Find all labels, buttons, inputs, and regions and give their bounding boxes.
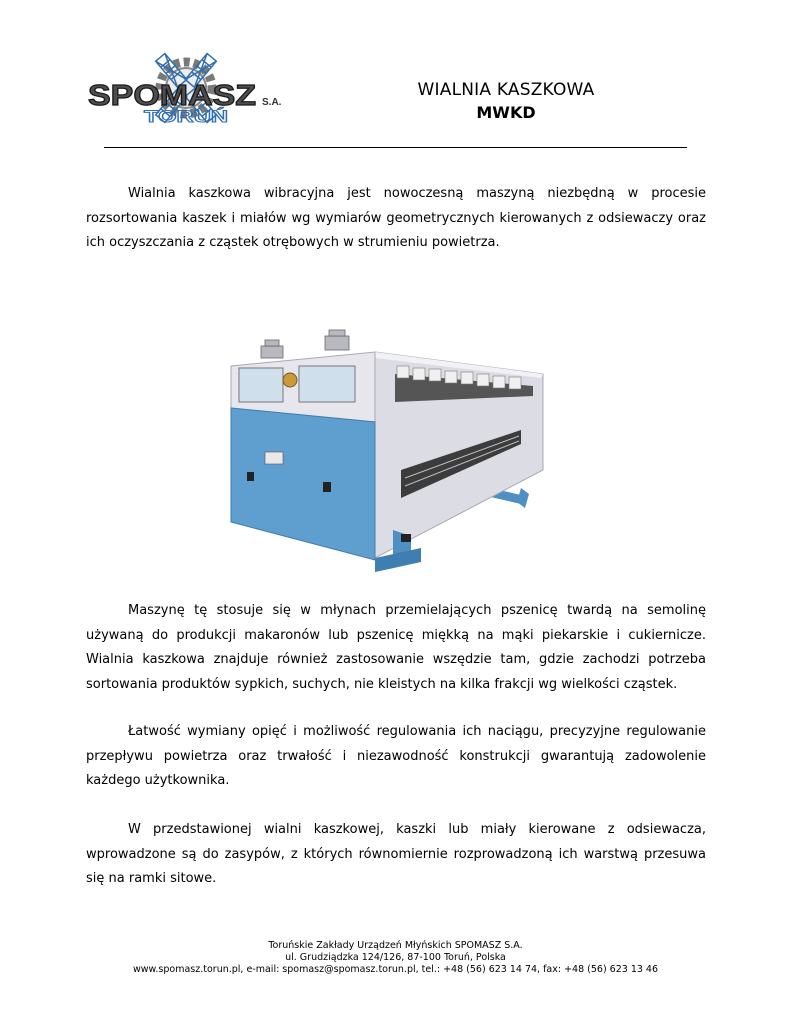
paragraph-operation: W przedstawionej wialni kaszkowej, kaszki lub miały kierowane z odsiewacza, wprowadzone są do zasypów, z których równomiernie rozprowadzoną ich warstwą przesuwa się na ramki sitowe.	[86, 822, 706, 886]
paragraph-intro: Wialnia kaszkowa wibracyjna jest nowoczesną maszyną niezbędną w procesie rozsortowania kaszek i miałów wg wymiarów geometrycznych kierowanych z odsiewaczy oraz ich oczyszczania z cząstek otrębowych w strumieniu powietrza.	[86, 186, 706, 250]
paragraph-advantages: Łatwość wymiany opięć i możliwość regulowania ich naciągu, precyzyjne regulowanie przepływu powietrza oraz trwałość i niezawodność konstrukcji gwarantują zadowolenie każdego użytkownika.	[86, 724, 706, 788]
document-title: WIALNIA KASZKOWA	[417, 80, 595, 100]
page-footer	[60, 940, 731, 976]
footer-company: Toruńskie Zakłady Urządzeń Młyńskich SPOMASZ S.A.	[268, 940, 523, 951]
logo-city: TORUŃ	[144, 107, 228, 126]
paragraph-application: Maszynę tę stosuje się w młynach przemielających pszenicę twardą na semolinę używaną do produkcji makaronów lub pszenicę miękką na mąki piekarskie i cukiernicze. Wialnia kaszkowa znajduje również zastosowanie wszędzie tam, gdzie zachodzi potrzeba sortowania produktów sypkich, suchych, nie kleistych na kilka frakcji wg wielkości cząstek.	[86, 603, 706, 692]
document-subtitle: MWKD	[476, 103, 536, 122]
footer-address: ul. Grudziądzka 124/126, 87-100 Toruń, Polska	[285, 952, 506, 963]
machine-photo	[225, 322, 555, 572]
logo-wordmark: SPOMASZ	[88, 80, 256, 112]
header-divider	[104, 147, 687, 148]
spomasz-logo	[86, 48, 286, 140]
footer-contact: www.spomasz.torun.pl, e-mail: spomasz@spomasz.torun.pl, tel.: +48 (56) 623 14 74, fax: +48 (56) 623 13 46	[132, 964, 659, 975]
logo-suffix: S.A.	[262, 97, 282, 108]
